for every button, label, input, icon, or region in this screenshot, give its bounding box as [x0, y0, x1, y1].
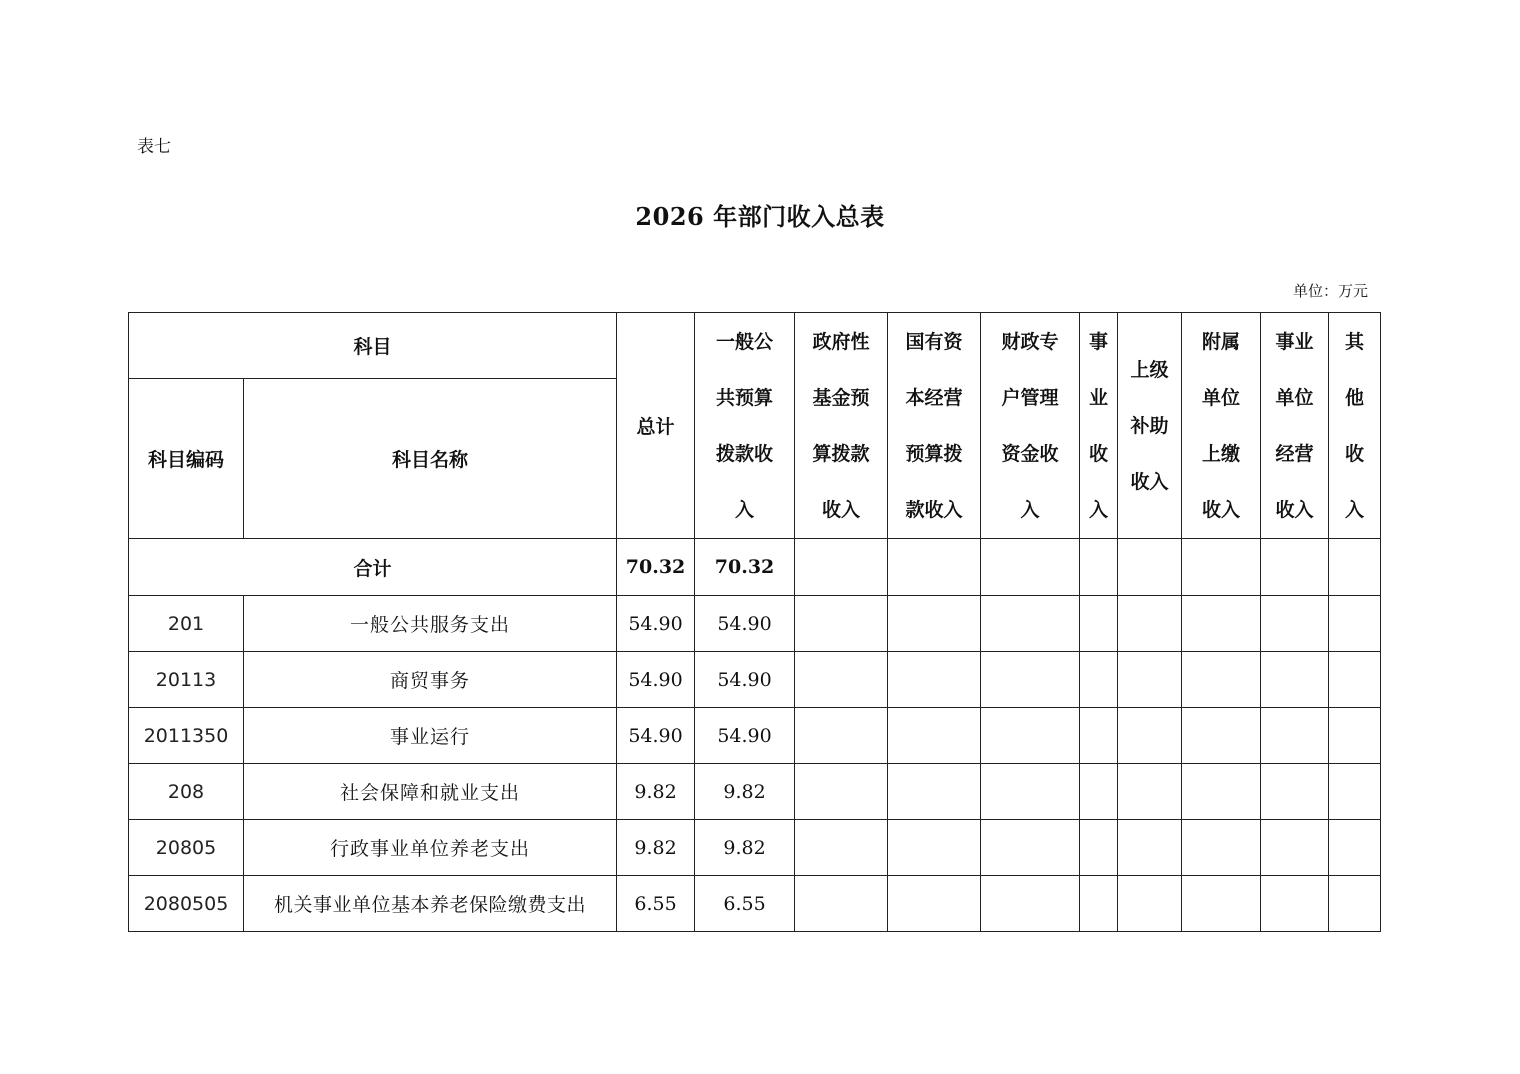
row-general-budget: 9.82	[695, 820, 795, 876]
row-total: 54.90	[617, 596, 695, 652]
total-value: 70.32	[617, 539, 695, 596]
header-operating-income: 事业 单位 经营 收入	[1261, 313, 1329, 539]
row-name: 一般公共服务支出	[244, 596, 617, 652]
table-row	[129, 596, 1381, 652]
header-subject: 科目	[129, 313, 617, 379]
row-code: 20113	[129, 652, 244, 708]
header-superior-subsidy: 上级 补助 收入	[1118, 313, 1182, 539]
total-row	[129, 539, 1381, 596]
table-row	[129, 652, 1381, 708]
unit-label: 单位：万元	[1292, 282, 1368, 300]
row-total: 6.55	[617, 876, 695, 932]
table-number-label: 表七	[137, 137, 171, 157]
row-general-budget: 9.82	[695, 764, 795, 820]
header-other-income: 其 他 收 入	[1329, 313, 1381, 539]
income-summary-table	[128, 312, 1381, 932]
table-row	[129, 876, 1381, 932]
table-row	[129, 820, 1381, 876]
row-code: 201	[129, 596, 244, 652]
row-general-budget: 54.90	[695, 708, 795, 764]
total-general-budget: 70.32	[695, 539, 795, 596]
row-code: 20805	[129, 820, 244, 876]
header-general-budget: 一般公 共预算 拨款收 入	[695, 313, 795, 539]
header-business-income: 事 业 收 入	[1080, 313, 1118, 539]
row-code: 2011350	[129, 708, 244, 764]
header-government-fund: 政府性 基金预 算拨款 收入	[795, 313, 888, 539]
header-special-account: 财政专 户管理 资金收 入	[981, 313, 1080, 539]
row-general-budget: 54.90	[695, 652, 795, 708]
header-subject-code: 科目编码	[129, 379, 244, 539]
row-name: 机关事业单位基本养老保险缴费支出	[244, 876, 617, 932]
page-title: 2026 年部门收入总表	[635, 202, 885, 231]
row-code: 2080505	[129, 876, 244, 932]
row-total: 54.90	[617, 652, 695, 708]
header-total: 总计	[617, 313, 695, 539]
row-total: 9.82	[617, 764, 695, 820]
row-name: 事业运行	[244, 708, 617, 764]
row-total: 9.82	[617, 820, 695, 876]
table-row	[129, 708, 1381, 764]
table-row	[129, 764, 1381, 820]
header-affiliated-unit: 附属 单位 上缴 收入	[1182, 313, 1261, 539]
row-general-budget: 54.90	[695, 596, 795, 652]
header-state-capital: 国有资 本经营 预算拨 款收入	[888, 313, 981, 539]
row-general-budget: 6.55	[695, 876, 795, 932]
row-total: 54.90	[617, 708, 695, 764]
row-name: 商贸事务	[244, 652, 617, 708]
row-code: 208	[129, 764, 244, 820]
row-name: 行政事业单位养老支出	[244, 820, 617, 876]
header-subject-name: 科目名称	[244, 379, 617, 539]
total-label: 合计	[129, 539, 617, 596]
row-name: 社会保障和就业支出	[244, 764, 617, 820]
